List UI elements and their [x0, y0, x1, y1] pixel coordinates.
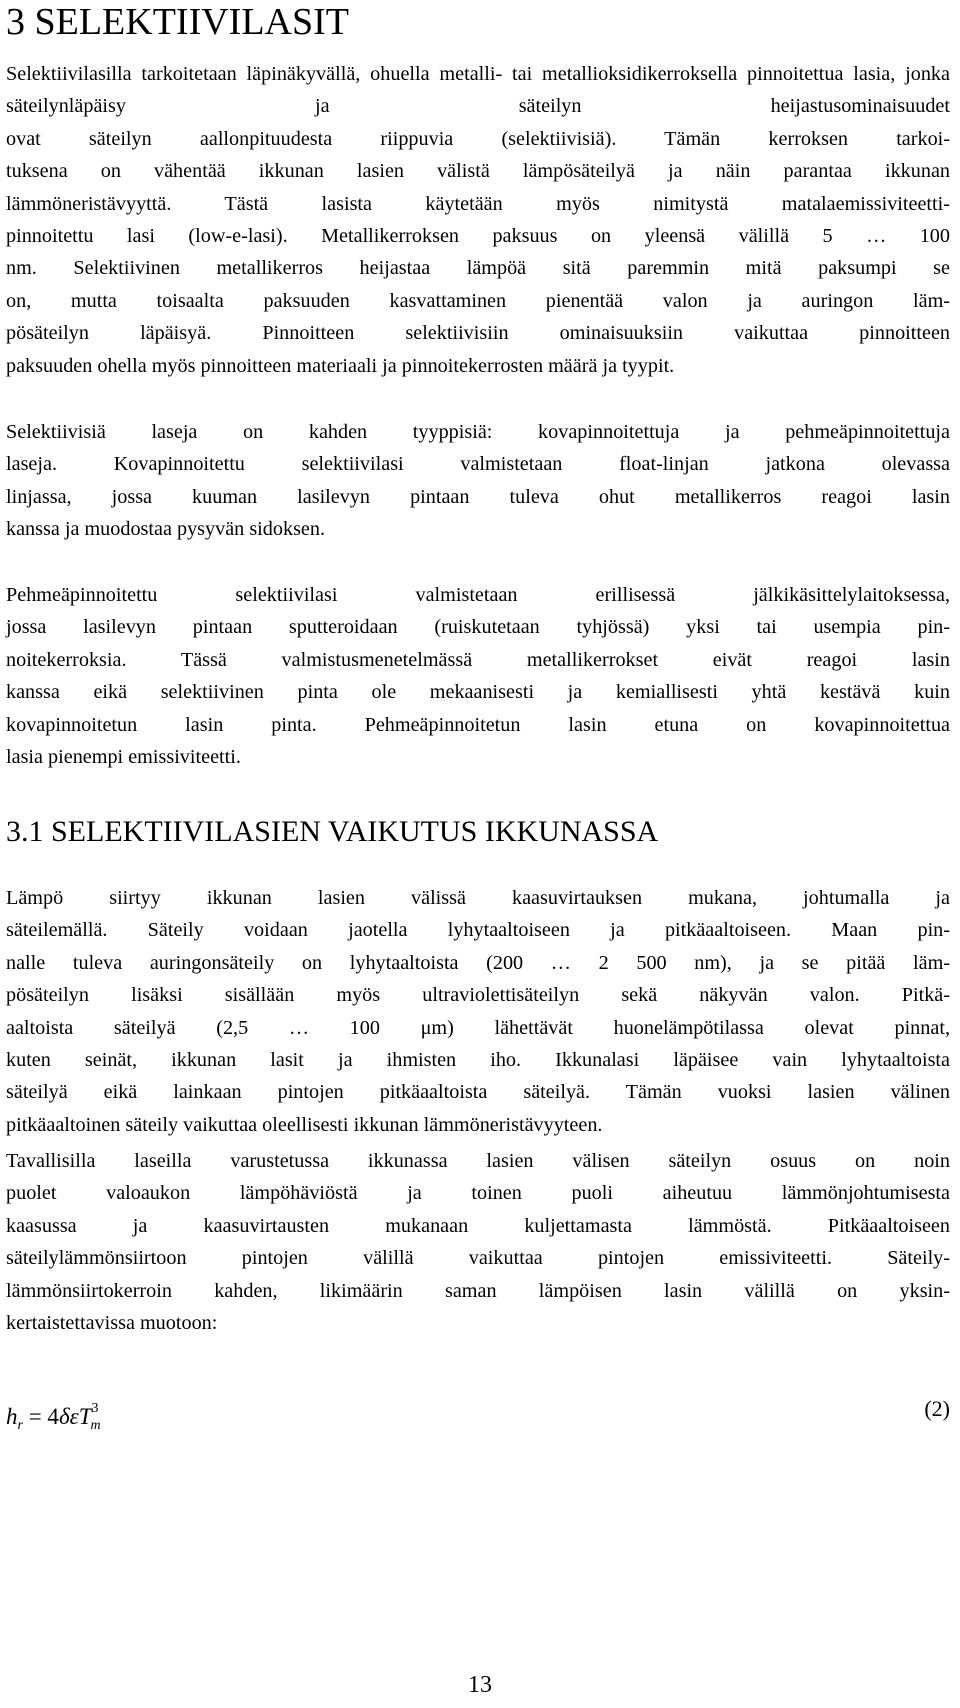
text-line: lämmönsiirtokerroin kahden, likimäärin saman lämpöisen lasin välillä on yksin-	[6, 1279, 950, 1302]
paragraph-intro-1	[6, 58, 950, 382]
formula-T: T	[78, 1404, 92, 1429]
text-line: aaltoista säteilyä (2,5 … 100 μm) lähettävät huonelämpötilassa olevat pinnat,	[6, 1016, 950, 1039]
text-line: pinnoitettu lasi (low-e-lasi). Metallikerroksen paksuus on yleensä välillä 5 … 100	[6, 225, 950, 248]
page-number: 13	[468, 1672, 492, 1698]
equation-block	[0, 1389, 960, 1433]
text-line: Tavallisilla laseilla varustetussa ikkunassa lasien välisen säteilyn osuus on noin	[6, 1150, 950, 1172]
text-line: nalle tuleva auringonsäteily on lyhytaaltoista (200 … 2 500 nm), ja se pitää läm-	[6, 951, 950, 974]
text-line: noitekerroksia. Tässä valmistusmenetelmässä metallikerrokset eivät reagoi lasin	[6, 648, 950, 671]
text-line: kuten seinät, ikkunan lasit ja ihmisten iho. Ikkunalasi läpäisee vain lyhytaaltoista	[6, 1049, 950, 1072]
text-line: pitkäaaltoinen säteily vaikuttaa oleellisesti ikkunan lämmöneristävyyteen.	[6, 1113, 603, 1136]
paragraph-sub-1	[6, 882, 950, 1141]
paragraph-intro-3	[6, 579, 950, 773]
text-line: Selektiivisiä laseja on kahden tyyppisiä: kovapinnoitettuja ja pehmeäpinnoitettuja	[6, 421, 950, 443]
text-line: lasia pienempi emissiviteetti.	[6, 746, 241, 769]
text-line: puolet valoaukon lämpöhäviöstä ja toinen puoli aiheutuu lämmönjohtumisesta	[6, 1182, 950, 1205]
formula-delta-epsilon: δε	[58, 1404, 79, 1429]
text-line: Pehmeäpinnoitettu selektiivilasi valmistetaan erillisessä jälkikäsittelylaitoksessa,	[6, 584, 950, 606]
text-line: paksuuden ohella myös pinnoitteen materiaali ja pinnoitekerrosten määrä ja tyypit.	[6, 354, 675, 377]
text-line: pösäteilyn läpäisyä. Pinnoitteen selektiivisiin ominaisuuksiin vaikuttaa pinnoitteen	[6, 322, 950, 345]
subsection-heading: 3.1 SELEKTIIVILASIEN VAIKUTUS IKKUNASSA	[6, 815, 659, 848]
formula-equals: = 4	[28, 1404, 59, 1429]
text-line: laseja. Kovapinnoitettu selektiivilasi valmistetaan float-linjan jatkona olevassa	[6, 453, 950, 476]
text-line: linjassa, jossa kuuman lasilevyn pintaan tuleva ohut metallikerros reagoi lasin	[6, 485, 950, 508]
text-line: Lämpö siirtyy ikkunan lasien välissä kaasuvirtauksen mukana, johtumalla ja	[6, 887, 950, 909]
text-line: pösäteilyn lisäksi sisällään myös ultraviolettisäteilyn sekä näkyvän valon. Pitkä-	[6, 984, 950, 1007]
text-line: on, mutta toisaalta paksuuden kasvattaminen pienentää valon ja auringon läm-	[6, 289, 950, 312]
text-line: jossa lasilevyn pintaan sputteroidaan (ruiskutetaan tyhjössä) yksi tai usempia pin-	[6, 616, 950, 639]
section-heading: 3 SELEKTIIVILASIT	[6, 1, 349, 43]
text-line: kanssa ja muodostaa pysyvän sidoksen.	[6, 518, 326, 541]
text-line: nm. Selektiivinen metallikerros heijastaa lämpöä sitä paremmin mitä paksumpi se	[6, 257, 950, 280]
text-line: kertaistettavissa muotoon:	[6, 1312, 218, 1335]
text-line: tuksena on vähentää ikkunan lasien välistä lämpösäteilyä ja näin parantaa ikkunan	[6, 160, 950, 183]
equation-expression	[6, 1389, 101, 1446]
text-line: ovat säteilyn aallonpituudesta riippuvia (selektiivisiä). Tämän kerroksen tarkoi-	[6, 127, 950, 150]
formula-r: r	[17, 1418, 23, 1433]
formula-m: m	[90, 1418, 101, 1433]
paragraph-sub-2	[6, 1145, 950, 1339]
text-line: kanssa eikä selektiivinen pinta ole mekaanisesti ja kemiallisesti yhtä kestävä kuin	[6, 681, 950, 704]
text-line: kaasussa ja kaasuvirtausten mukanaan kuljettamasta lämmöstä. Pitkäaaltoiseen	[6, 1214, 950, 1237]
text-line: lämmöneristävyyttä. Tästä lasista käytetään myös nimitystä matalaemissiviteetti-	[6, 192, 950, 215]
text-line: säteilyä eikä lainkaan pintojen pitkäaaltoista säteilyä. Tämän vuoksi lasien välinen	[6, 1081, 950, 1104]
paragraph-intro-2	[6, 416, 950, 546]
text-line: kovapinnoitetun lasin pinta. Pehmeäpinnoitetun lasin etuna on kovapinnoitettua	[6, 713, 950, 736]
formula-exponent: 3	[91, 1401, 99, 1416]
equation-number: (2)	[924, 1396, 950, 1421]
text-line: säteilylämmönsiirtoon pintojen välillä vaikuttaa pintojen emissiviteetti. Säteily-	[6, 1247, 950, 1270]
formula-h: h	[6, 1404, 18, 1429]
text-line: säteilemällä. Säteily voidaan jaotella lyhytaaltoiseen ja pitkäaaltoiseen. Maan pin-	[6, 919, 950, 942]
text-line: Selektiivilasilla tarkoitetaan läpinäkyvällä, ohuella metalli- tai metallioksidikerroksella pinnoitettua lasia, jonka säteilynläpäisy ja säteilyn heijastusominaisuudet	[6, 63, 950, 118]
